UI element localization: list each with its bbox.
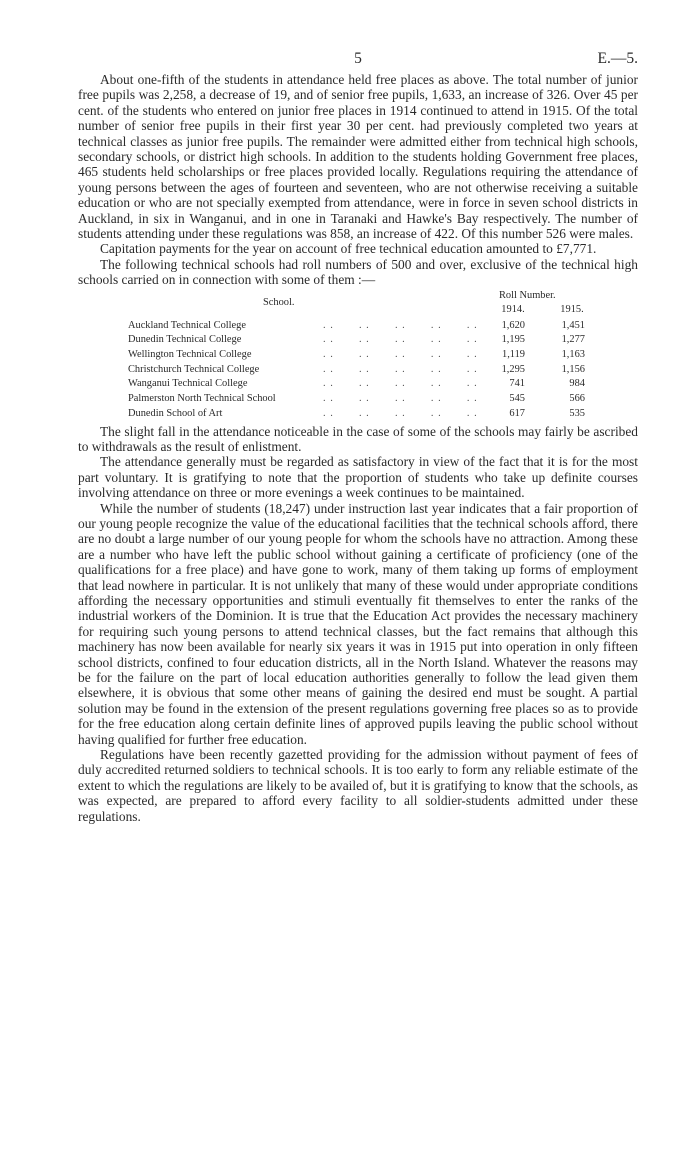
table-header [78, 289, 638, 319]
table-row [78, 392, 638, 407]
roll-number-table [78, 289, 638, 422]
paragraph-capitation: Capitation payments for the year on account of free technical education amounted to £7,771. [100, 241, 597, 257]
roll-1915: 535 [569, 407, 585, 419]
school-name: Dunedin School of Art [128, 407, 223, 419]
roll-1914: 741 [509, 378, 525, 390]
dot-leader: . . . . . . . . . . [323, 378, 478, 390]
paragraph-students-number: While the number of students (18,247) under instruction last year indicates that a fair proportion of our young people recognize the value of the educational facilities that the technical schools afford, there are no doubt a large number of our young people for whom the schools have no attraction. Among these are a number who have left the public school without gaining a certificate of proficiency (one of the qualifications for a free place) and have gone to work, many of them taking up forms of employment that lead nowhere in particular. It is not unlikely that many of these would under appropriate conditions affording the necessary opportunities and stimuli eventually fit themselves to enter the ranks of the industrial workers of the Dominion. It is true that the Education Act provides the necessary machinery for requiring such young persons to attend technical classes, but the fact remains that although this machinery has now been available for nearly six years it was in 1915 put into operation in only fifteen school districts, confined to four education districts, all in the North Island. Whatever the reasons may be for the failure on the part of local education authorities generally to follow the lead given them elsewhere, it is obvious that some other means of gaining the desired end must be sought. A partial solution may be found in the extension of the present regulations governing free places so as to provide for the free education along certain definite lines of approved pupils leaving the public school without having qualified for further free education. [78, 500, 638, 747]
table-row [78, 333, 638, 348]
year-1914-header: 1914. [501, 303, 525, 315]
roll-1914: 1,119 [502, 349, 525, 361]
roll-1914: 1,295 [501, 363, 525, 375]
school-name: Christchurch Technical College [128, 363, 260, 375]
dot-leader: . . . . . . . . . . [323, 407, 478, 419]
table-row [78, 377, 638, 392]
roll-1915: 1,277 [561, 334, 585, 346]
roll-1915: 1,451 [561, 319, 585, 331]
dot-leader: . . . . . . . . . . [323, 393, 478, 405]
roll-1915: 1,156 [561, 363, 585, 375]
dot-leader: . . . . . . . . . . [323, 349, 478, 361]
roll-1915: 984 [569, 378, 585, 390]
paragraph-free-places: About one-fifth of the students in attendance held free places as above. The total number of junior free pupils was 2,258, a decrease of 19, and of senior free pupils, 1,633, an increase of 326. Over 45 per cent. of the students who entered on junior free places in 1914 continued to attend in 1915. Of the total number of senior free pupils in their first year 30 per cent. had previously completed two years at technical classes as junior free pupils. The remainder were admitted either from technical high schools, secondary schools, or district high schools. In addition to the students holding Government free places, 465 students held scholarships or free places provided locally. Regulations requiring the attendance of young persons between the ages of fourteen and seventeen, who are not otherwise receiving a suitable education or who are not specially exempted from attendance, were in force in seven school districts in Auckland, in six in Wanganui, and in one in Taranaki and Hawke's Bay respectively. The number of students attending under these regulations was 858, an increase of 422. Of this number 526 were males. [78, 72, 638, 242]
dot-leader: . . . . . . . . . . [323, 334, 478, 346]
roll-number-header: Roll Number. [499, 289, 556, 301]
school-name: Auckland Technical College [128, 319, 246, 331]
table-row [78, 348, 638, 363]
school-name: Wanganui Technical College [128, 378, 248, 390]
dot-leader: . . . . . . . . . . [323, 319, 478, 331]
roll-1915: 566 [569, 393, 585, 405]
roll-1914: 545 [509, 393, 525, 405]
document-page [78, 50, 638, 824]
table-row [78, 319, 638, 334]
school-name: Wellington Technical College [128, 349, 252, 361]
roll-1914: 1,195 [501, 334, 525, 346]
school-column-header: School. [263, 296, 295, 308]
table-row [78, 363, 638, 378]
paragraph-table-intro: The following technical schools had roll numbers of 500 and over, exclusive of the technical high schools carried on in connection with some of them :— [78, 256, 638, 288]
paragraph-attendance-fall: The slight fall in the attendance noticeable in the case of some of the schools may fairly be ascribed to withdrawals as the result of enlistment. [78, 423, 638, 454]
page-header [78, 50, 638, 72]
dot-leader: . . . . . . . . . . [323, 363, 478, 375]
roll-1914: 1,620 [501, 319, 525, 331]
school-name: Dunedin Technical College [128, 334, 242, 346]
paragraph-attendance-satisfactory: The attendance generally must be regarded as satisfactory in view of the fact that it is for the most part voluntary. It is gratifying to note that the proportion of students who take up definite courses involving attendance on three or more evenings a week continues to be maintained. [78, 454, 638, 501]
page-number: 5 [354, 50, 362, 67]
table-row [78, 407, 638, 422]
roll-1914: 617 [509, 407, 525, 419]
year-1915-header: 1915. [560, 303, 584, 315]
school-name: Palmerston North Technical School [128, 393, 276, 405]
roll-1915: 1,163 [561, 349, 585, 361]
document-reference: E.—5. [597, 50, 638, 67]
paragraph-returned-soldiers: Regulations have been recently gazetted providing for the admission without payment of fees of duly accredited returned soldiers to technical schools. It is too early to form any reliable estimate of the extent to which the regulations are likely to be availed of, but it is gratifying to know that the schools, as was expected, are prepared to afford every facility to all soldier-students admitted under these regulations. [78, 747, 638, 824]
